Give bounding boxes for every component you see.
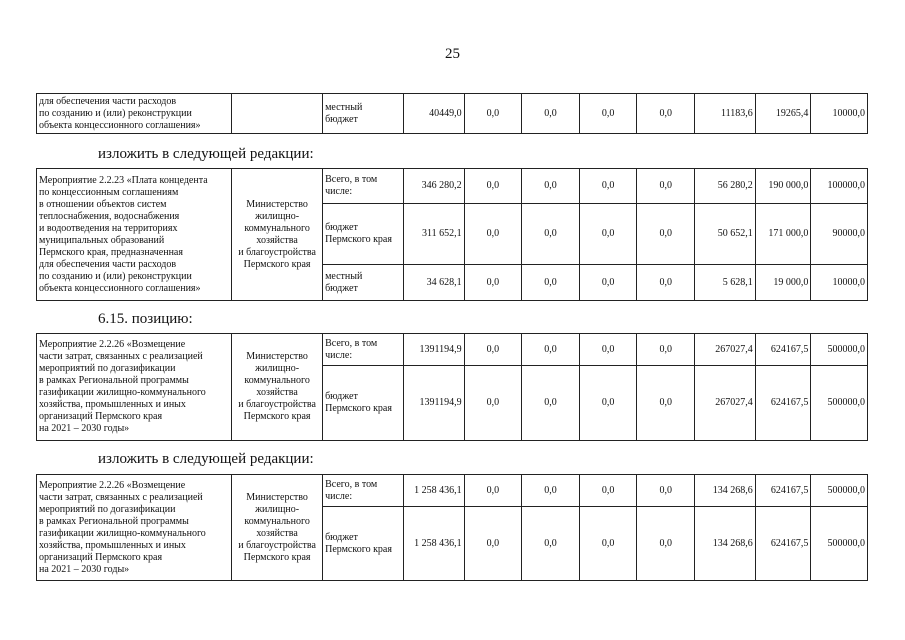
value-year: 267027,4 [695, 366, 756, 441]
value-year: 100000,0 [811, 169, 868, 204]
value-year: 0,0 [464, 169, 522, 204]
value-total: 1 258 436,1 [403, 475, 464, 507]
value-year: 0,0 [579, 366, 637, 441]
value-total: 34 628,1 [403, 265, 464, 301]
value-year: 500000,0 [811, 334, 868, 366]
value-year: 0,0 [464, 265, 522, 301]
table-measure-2-2-26-new [36, 474, 868, 581]
value-year: 0,0 [522, 366, 580, 441]
value-year: 10000,0 [811, 265, 868, 301]
funding-source: бюджет Пермского края [323, 204, 404, 265]
section-heading: изложить в следующей редакции: [98, 451, 314, 467]
value-year: 500000,0 [811, 475, 868, 507]
value-year: 56 280,2 [695, 169, 756, 204]
value-year: 0,0 [637, 334, 695, 366]
value-year: 19265,4 [755, 94, 811, 134]
value-year: 0,0 [637, 265, 695, 301]
table-row [37, 334, 868, 366]
value-year: 624167,5 [755, 475, 811, 507]
value-year: 11183,6 [695, 94, 756, 134]
value-total: 311 652,1 [403, 204, 464, 265]
value-year: 10000,0 [811, 94, 868, 134]
value-year: 0,0 [579, 169, 637, 204]
funding-source: Всего, в том числе: [323, 334, 404, 366]
funding-source: местный бюджет [323, 94, 404, 134]
value-year: 134 268,6 [695, 475, 756, 507]
table-measure-2-2-26-old [36, 333, 868, 441]
section-heading: изложить в следующей редакции: [98, 146, 314, 162]
measure-description: Мероприятие 2.2.26 «Возмещение части затрат, связанных с реализацией мероприятий по догазификации в рамках Региональной программы газификации жилищно-коммунального хозяйства, промышленных и иных организаций Пермского края на 2021 – 2030 годы» [37, 475, 232, 581]
value-year: 0,0 [464, 204, 522, 265]
value-year: 0,0 [522, 169, 580, 204]
table-row [37, 169, 868, 204]
responsible-executor: Министерство жилищно- коммунального хозяйства и благоустройства Пермского края [232, 169, 323, 301]
funding-source: Всего, в том числе: [323, 169, 404, 204]
value-year: 0,0 [637, 366, 695, 441]
table-fragment-top [36, 93, 868, 134]
value-year: 624167,5 [755, 334, 811, 366]
measure-description: Мероприятие 2.2.23 «Плата концедента по концессионным соглашениям в отношении объектов систем теплоснабжения, водоснабжения и водоотведения на территориях муниципальных образований Пермского края, предназначенная для обеспечения части расходов по созданию и (или) реконструкции объекта концессионного соглашения» [37, 169, 232, 301]
table-measure-2-2-23 [36, 168, 868, 301]
value-total: 346 280,2 [403, 169, 464, 204]
measure-description: Мероприятие 2.2.26 «Возмещение части затрат, связанных с реализацией мероприятий по догазификации в рамках Региональной программы газификации жилищно-коммунального хозяйства, промышленных и иных организаций Пермского края на 2021 – 2030 годы» [37, 334, 232, 441]
responsible-executor: Министерство жилищно- коммунального хозяйства и благоустройства Пермского края [232, 475, 323, 581]
value-year: 0,0 [579, 94, 637, 134]
value-total: 1 258 436,1 [403, 507, 464, 581]
funding-source: бюджет Пермского края [323, 366, 404, 441]
value-year: 0,0 [579, 204, 637, 265]
value-year: 500000,0 [811, 366, 868, 441]
value-year: 0,0 [637, 475, 695, 507]
value-year: 0,0 [579, 334, 637, 366]
value-year: 0,0 [464, 334, 522, 366]
funding-source: Всего, в том числе: [323, 475, 404, 507]
funding-source: местный бюджет [323, 265, 404, 301]
value-total: 40449,0 [403, 94, 464, 134]
value-total: 1391194,9 [403, 334, 464, 366]
value-year: 5 628,1 [695, 265, 756, 301]
value-year: 0,0 [637, 204, 695, 265]
page-number: 25 [445, 46, 460, 62]
value-year: 0,0 [522, 507, 580, 581]
value-year: 0,0 [522, 204, 580, 265]
responsible-executor [232, 94, 323, 134]
table-row [37, 94, 868, 134]
value-year: 0,0 [522, 265, 580, 301]
responsible-executor: Министерство жилищно- коммунального хозяйства и благоустройства Пермского края [232, 334, 323, 441]
value-year: 0,0 [579, 265, 637, 301]
value-year: 0,0 [522, 334, 580, 366]
value-year: 0,0 [637, 94, 695, 134]
funding-source: бюджет Пермского края [323, 507, 404, 581]
value-year: 171 000,0 [755, 204, 811, 265]
measure-description: для обеспечения части расходов по созданию и (или) реконструкции объекта концессионного соглашения» [37, 94, 232, 134]
value-year: 0,0 [464, 366, 522, 441]
table-row [37, 475, 868, 507]
value-year: 267027,4 [695, 334, 756, 366]
value-year: 500000,0 [811, 507, 868, 581]
value-year: 190 000,0 [755, 169, 811, 204]
value-year: 50 652,1 [695, 204, 756, 265]
value-year: 0,0 [464, 507, 522, 581]
value-year: 624167,5 [755, 507, 811, 581]
value-year: 134 268,6 [695, 507, 756, 581]
section-heading: 6.15. позицию: [98, 311, 193, 327]
value-total: 1391194,9 [403, 366, 464, 441]
value-year: 0,0 [522, 475, 580, 507]
value-year: 19 000,0 [755, 265, 811, 301]
value-year: 624167,5 [755, 366, 811, 441]
value-year: 0,0 [579, 507, 637, 581]
value-year: 0,0 [464, 475, 522, 507]
value-year: 0,0 [637, 169, 695, 204]
value-year: 0,0 [579, 475, 637, 507]
value-year: 90000,0 [811, 204, 868, 265]
value-year: 0,0 [464, 94, 522, 134]
value-year: 0,0 [637, 507, 695, 581]
value-year: 0,0 [522, 94, 580, 134]
